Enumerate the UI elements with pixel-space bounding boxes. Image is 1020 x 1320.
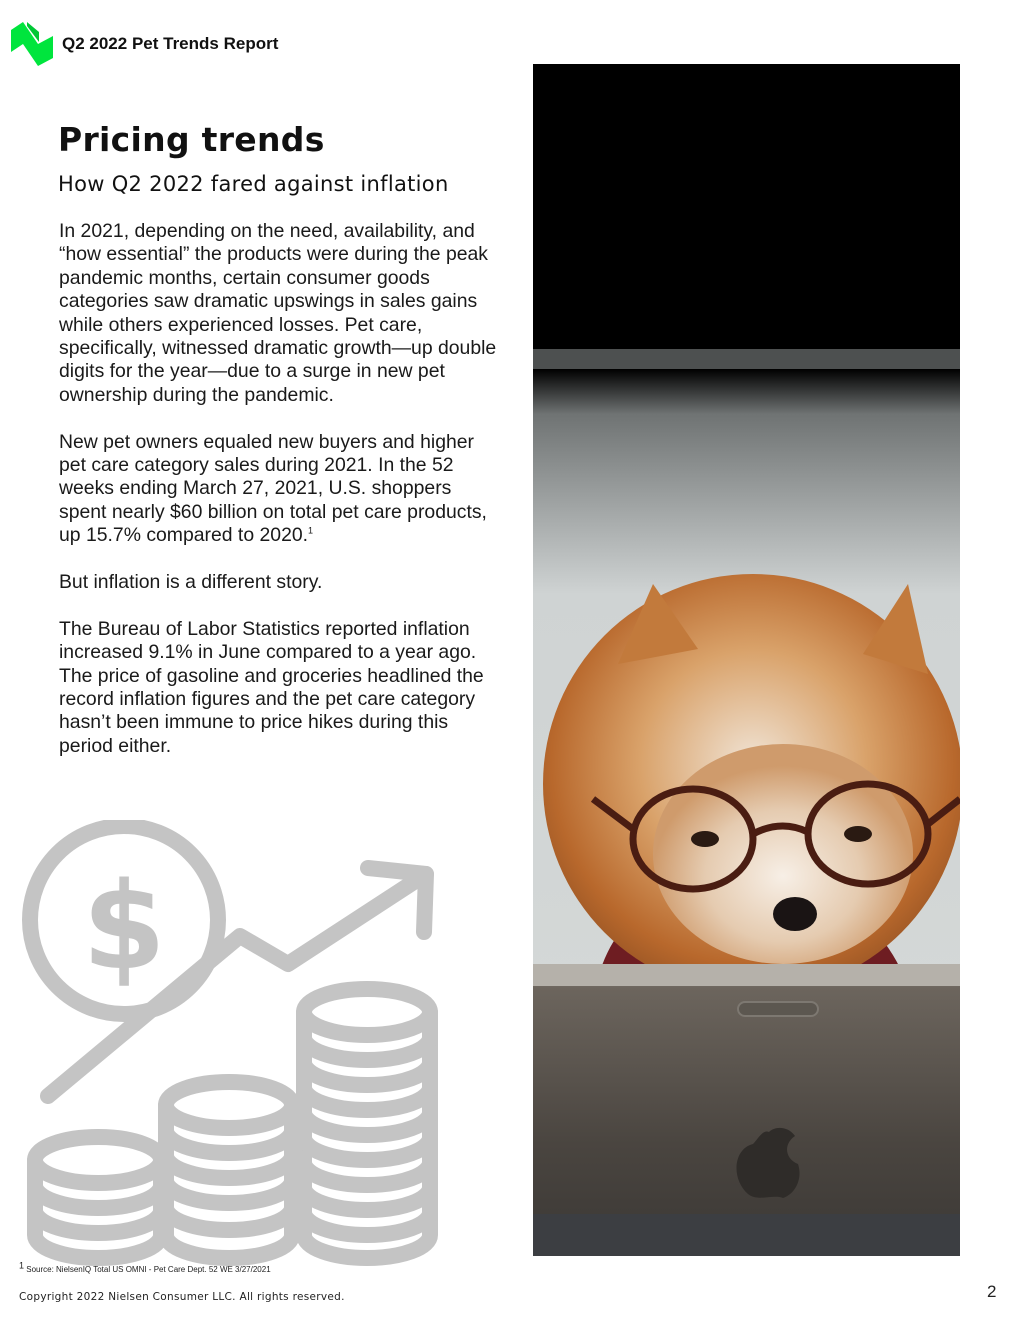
copyright: Copyright 2022 Nielsen Consumer LLC. All rights reserved. xyxy=(19,1291,345,1303)
paragraph-4: The Bureau of Labor Statistics reported inflation increased 9.1% in June compared to a year ago. The price of gasoline and groceries headlined the record inflation figures and the pet care category hasn’t been immune to price hikes during this period either. xyxy=(59,617,484,757)
pomeranian-with-glasses-laptop-photo xyxy=(533,64,960,1256)
coin-stack-small xyxy=(35,1137,161,1258)
body-text xyxy=(59,220,499,782)
page-title: Pricing trends xyxy=(58,120,325,159)
footnote-reference: 1 xyxy=(308,525,314,536)
page-subtitle: How Q2 2022 fared against inflation xyxy=(58,172,449,196)
paragraph-2-text: New pet owners equaled new buyers and higher pet care category sales during 2021. In the 52 weeks ending March 27, 2021, U.S. shoppers spent nearly $60 billion on total pet care products, up 15.7% compared to 2020. xyxy=(59,430,487,547)
dollar-sign-icon: $ xyxy=(82,858,166,997)
footnote-marker: 1 xyxy=(19,1260,25,1271)
coins-rising-price-icon xyxy=(22,820,452,1270)
paragraph-1: In 2021, depending on the need, availability, and “how essential” the products were during the peak pandemic months, certain consumer goods categories saw dramatic upswings in sales gains while others experienced losses. Pet care, specifically, witnessed dramatic growth—up double digits for the year—due to a surge in new pet ownership during the pandemic. xyxy=(59,220,497,406)
paragraph-3: But inflation is a different story. xyxy=(59,571,323,594)
report-title: Q2 2022 Pet Trends Report xyxy=(62,34,279,53)
page-number: 2 xyxy=(987,1282,997,1301)
nielsen-logo-icon xyxy=(11,22,55,66)
coin-stack-medium xyxy=(166,1082,292,1258)
coin-stack-large xyxy=(304,989,430,1258)
footnote xyxy=(19,1260,271,1274)
paragraph-2 xyxy=(59,431,499,548)
footnote-text: Source: NielsenIQ Total US OMNI - Pet Care Dept. 52 WE 3/27/2021 xyxy=(24,1265,271,1274)
